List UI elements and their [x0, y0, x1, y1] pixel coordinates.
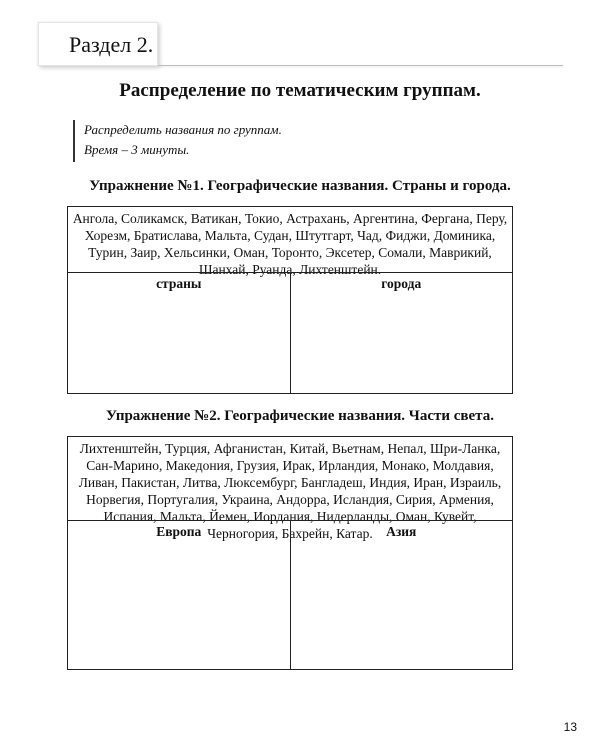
exercise-1-word-list: Ангола, Соликамск, Ватикан, Токио, Астрахань, Аргентина, Фергана, Перу, Хорезм, Братислава, Мальта, Судан, Штутгарт, Чад, Фиджи, Доминика, Турин, Заир, Хельсинки, Оман, Торонто, Эксетер, Сомали, Маврикий, Шанхай, Руанда, Лихтенштейн. [67, 206, 513, 272]
answer-column-cities[interactable] [291, 273, 513, 393]
time-limit-text: Время – 3 минуты. [84, 142, 190, 157]
page-title: Распределение по тематическим группам. [119, 80, 481, 101]
section-divider [158, 65, 563, 66]
exercise-1-title: Упражнение №1. Географические названия. Страны и города. [89, 178, 511, 194]
column-header: Азия [386, 524, 417, 539]
instructions-block [73, 120, 282, 162]
exercise-1-answer-table [67, 272, 513, 394]
page-number: 13 [563, 720, 577, 734]
answer-column-asia[interactable] [291, 521, 513, 669]
answer-column-countries[interactable] [68, 273, 291, 393]
section-label: Раздел 2. [38, 22, 158, 66]
exercise-2-word-list: Лихтенштейн, Турция, Афганистан, Китай, Вьетнам, Непал, Шри-Ланка, Сан-Марино, Македония, Грузия, Ирак, Ирландия, Монако, Молдавия, Ливан, Пакистан, Литва, Люксембург, Бангладеш, Индия, Иран, Израиль, Норвегия, Португалия, Украина, Андорра, Исландия, Сирия, Армения, Испания, Мальта, Йемен, Иордания, Нидерланды, Оман, Кувейт, Черногория, Бахрейн, Катар. [67, 436, 513, 520]
column-header: города [381, 276, 422, 291]
exercise-2-title: Упражнение №2. Географические названия. Части света. [106, 408, 494, 424]
instruction-text: Распределить названия по группам. [84, 122, 282, 137]
exercise-2-answer-table [67, 520, 513, 670]
answer-column-europe[interactable] [68, 521, 291, 669]
column-header: Европа [156, 524, 202, 539]
column-header: страны [156, 276, 202, 291]
